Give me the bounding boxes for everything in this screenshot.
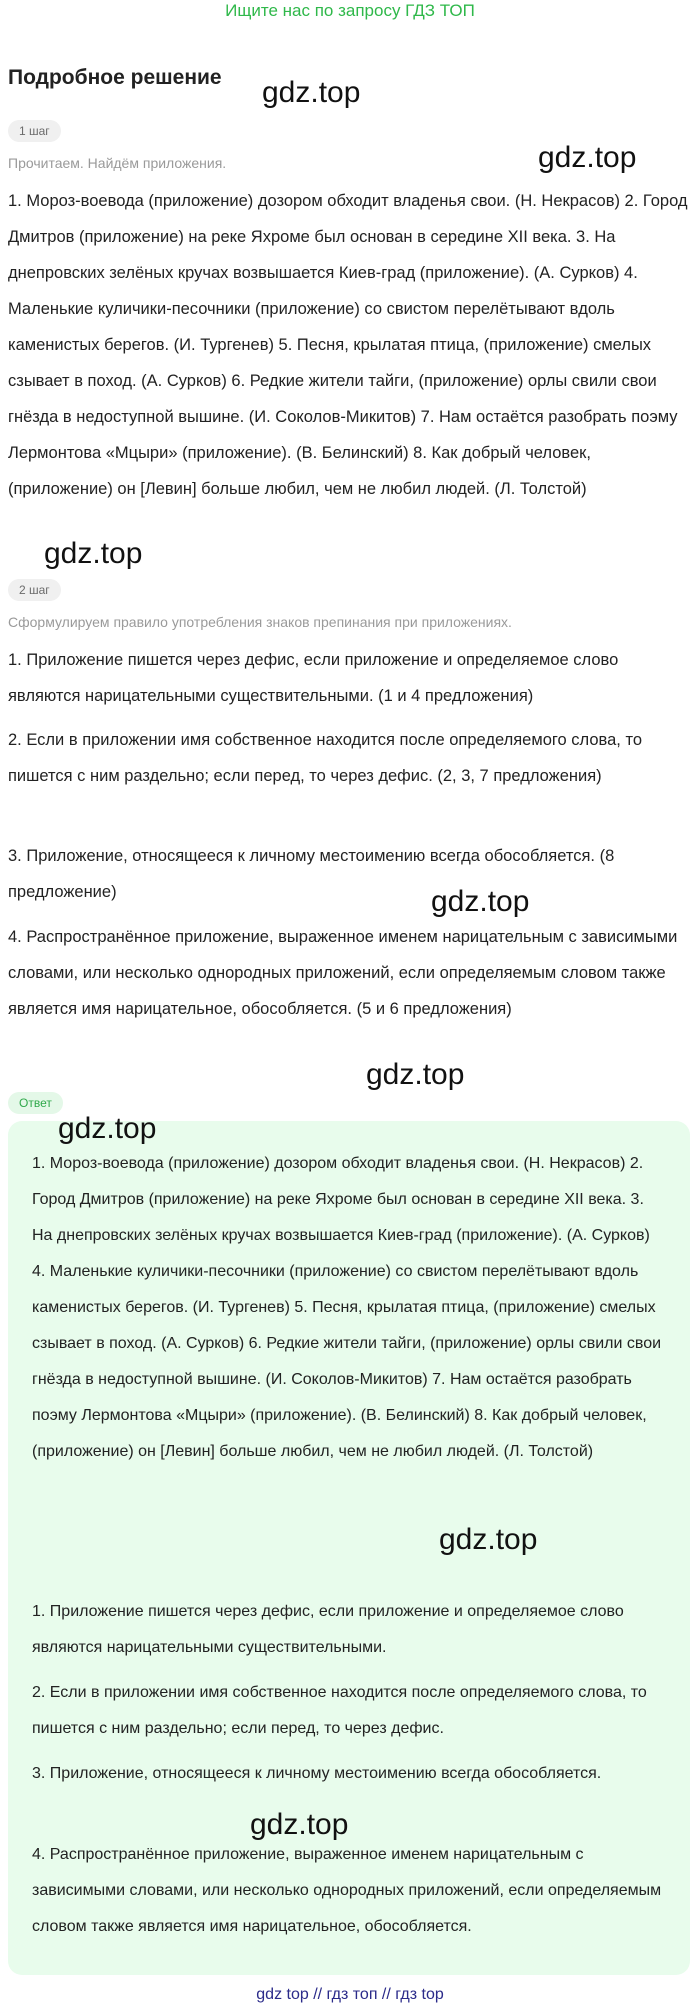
step-1-text: 1. Мороз-воевода (приложение) дозором обходит владенья свои. (Н. Некрасов) 2. Город Дмитров (приложение) на реке Яхроме был основан в середине XII века. 3. На днепровских зелёных кручах возвышается Киев-град (приложение). (А. Сурков) 4. Маленькие куличики-песочники (приложение) со свистом перелётывают вдоль каменистых берегов. (И. Тургенев) 5. Песня, крылатая птица, (приложение) смелых сзывает в поход. (А. Сурков) 6. Редкие жители тайги, (приложение) орлы свили свои гнёзда в недоступной вышине. (И. Соколов-Микитов) 7. Нам остаётся разобрать поэму Лермонтова «Мцыри» (приложение). (В. Белинский) 8. Как добрый человек, (приложение) он [Левин] больше любил, чем не любил людей. (Л. Толстой): [8, 192, 688, 498]
step-1-badge: 1 шаг: [8, 120, 61, 142]
step-2-rule-2: 2. Если в приложении имя собственное находится после определяемого слова, то пишется с ним раздельно; если перед, то через дефис. (2, 3, 7 предложения): [8, 731, 643, 785]
step-1-caption: Прочитаем. Найдём приложения.: [8, 155, 227, 171]
watermark: gdz.top: [250, 1808, 349, 1841]
step-2-caption: Сформулируем правило употребления знаков препинания при приложениях.: [8, 614, 512, 630]
watermark: gdz.top: [262, 76, 361, 109]
watermark: gdz.top: [439, 1523, 538, 1556]
watermark: gdz.top: [366, 1058, 465, 1091]
footer-links[interactable]: gdz top // гдз топ // гдз top: [256, 1986, 444, 2003]
answer-rule-2: 2. Если в приложении имя собственное находится после определяемого слова, то пишется с ним раздельно; если перед, то через дефис.: [32, 1684, 647, 1737]
step-2-rule-1: 1. Приложение пишется через дефис, если приложение и определяемое слово являются нарицательными существительными. (1 и 4 предложения): [8, 651, 619, 705]
step-2-rule-4: 4. Распространённое приложение, выраженное именем нарицательным с зависимыми словами, или несколько однородных приложений, если определяемым словом также является имя нарицательное, обособляется. (5 и 6 предложения): [8, 928, 678, 1018]
promo-banner[interactable]: Ищите нас по запросу ГДЗ ТОП: [225, 1, 475, 20]
watermark: gdz.top: [44, 537, 143, 570]
answer-rule-4: 4. Распространённое приложение, выраженное именем нарицательным с зависимыми словами, или несколько однородных приложений, если определяемым словом также является имя нарицательное, обособляется.: [32, 1846, 662, 1935]
answer-badge: Ответ: [8, 1092, 63, 1114]
watermark: gdz.top: [538, 141, 637, 174]
answer-text: 1. Мороз-воевода (приложение) дозором обходит владенья свои. (Н. Некрасов) 2. Город Дмитров (приложение) на реке Яхроме был основан в середине XII века. 3. На днепровских зелёных кручах возвышается Киев-град (приложение). (А. Сурков) 4. Маленькие куличики-песочники (приложение) со свистом перелётывают вдоль каменистых берегов. (И. Тургенев) 5. Песня, крылатая птица, (приложение) смелых сзывает в поход. (А. Сурков) 6. Редкие жители тайги, (приложение) орлы свили свои гнёзда в недоступной вышине. (И. Соколов-Микитов) 7. Нам остаётся разобрать поэму Лермонтова «Мцыри» (приложение). (В. Белинский) 8. Как добрый человек, (приложение) он [Левин] больше любил, чем не любил людей. (Л. Толстой): [32, 1155, 662, 1460]
answer-rule-1: 1. Приложение пишется через дефис, если приложение и определяемое слово являются нарицательными существительными.: [32, 1603, 624, 1656]
watermark: gdz.top: [58, 1112, 157, 1145]
answer-rule-3: 3. Приложение, относящееся к личному местоимению всегда обособляется.: [32, 1765, 602, 1782]
page-title: Подробное решение: [8, 66, 222, 89]
step-2-badge: 2 шаг: [8, 579, 61, 601]
step-2-rule-3: 3. Приложение, относящееся к личному местоимению всегда обособляется. (8 предложение): [8, 847, 615, 901]
watermark: gdz.top: [431, 885, 530, 918]
